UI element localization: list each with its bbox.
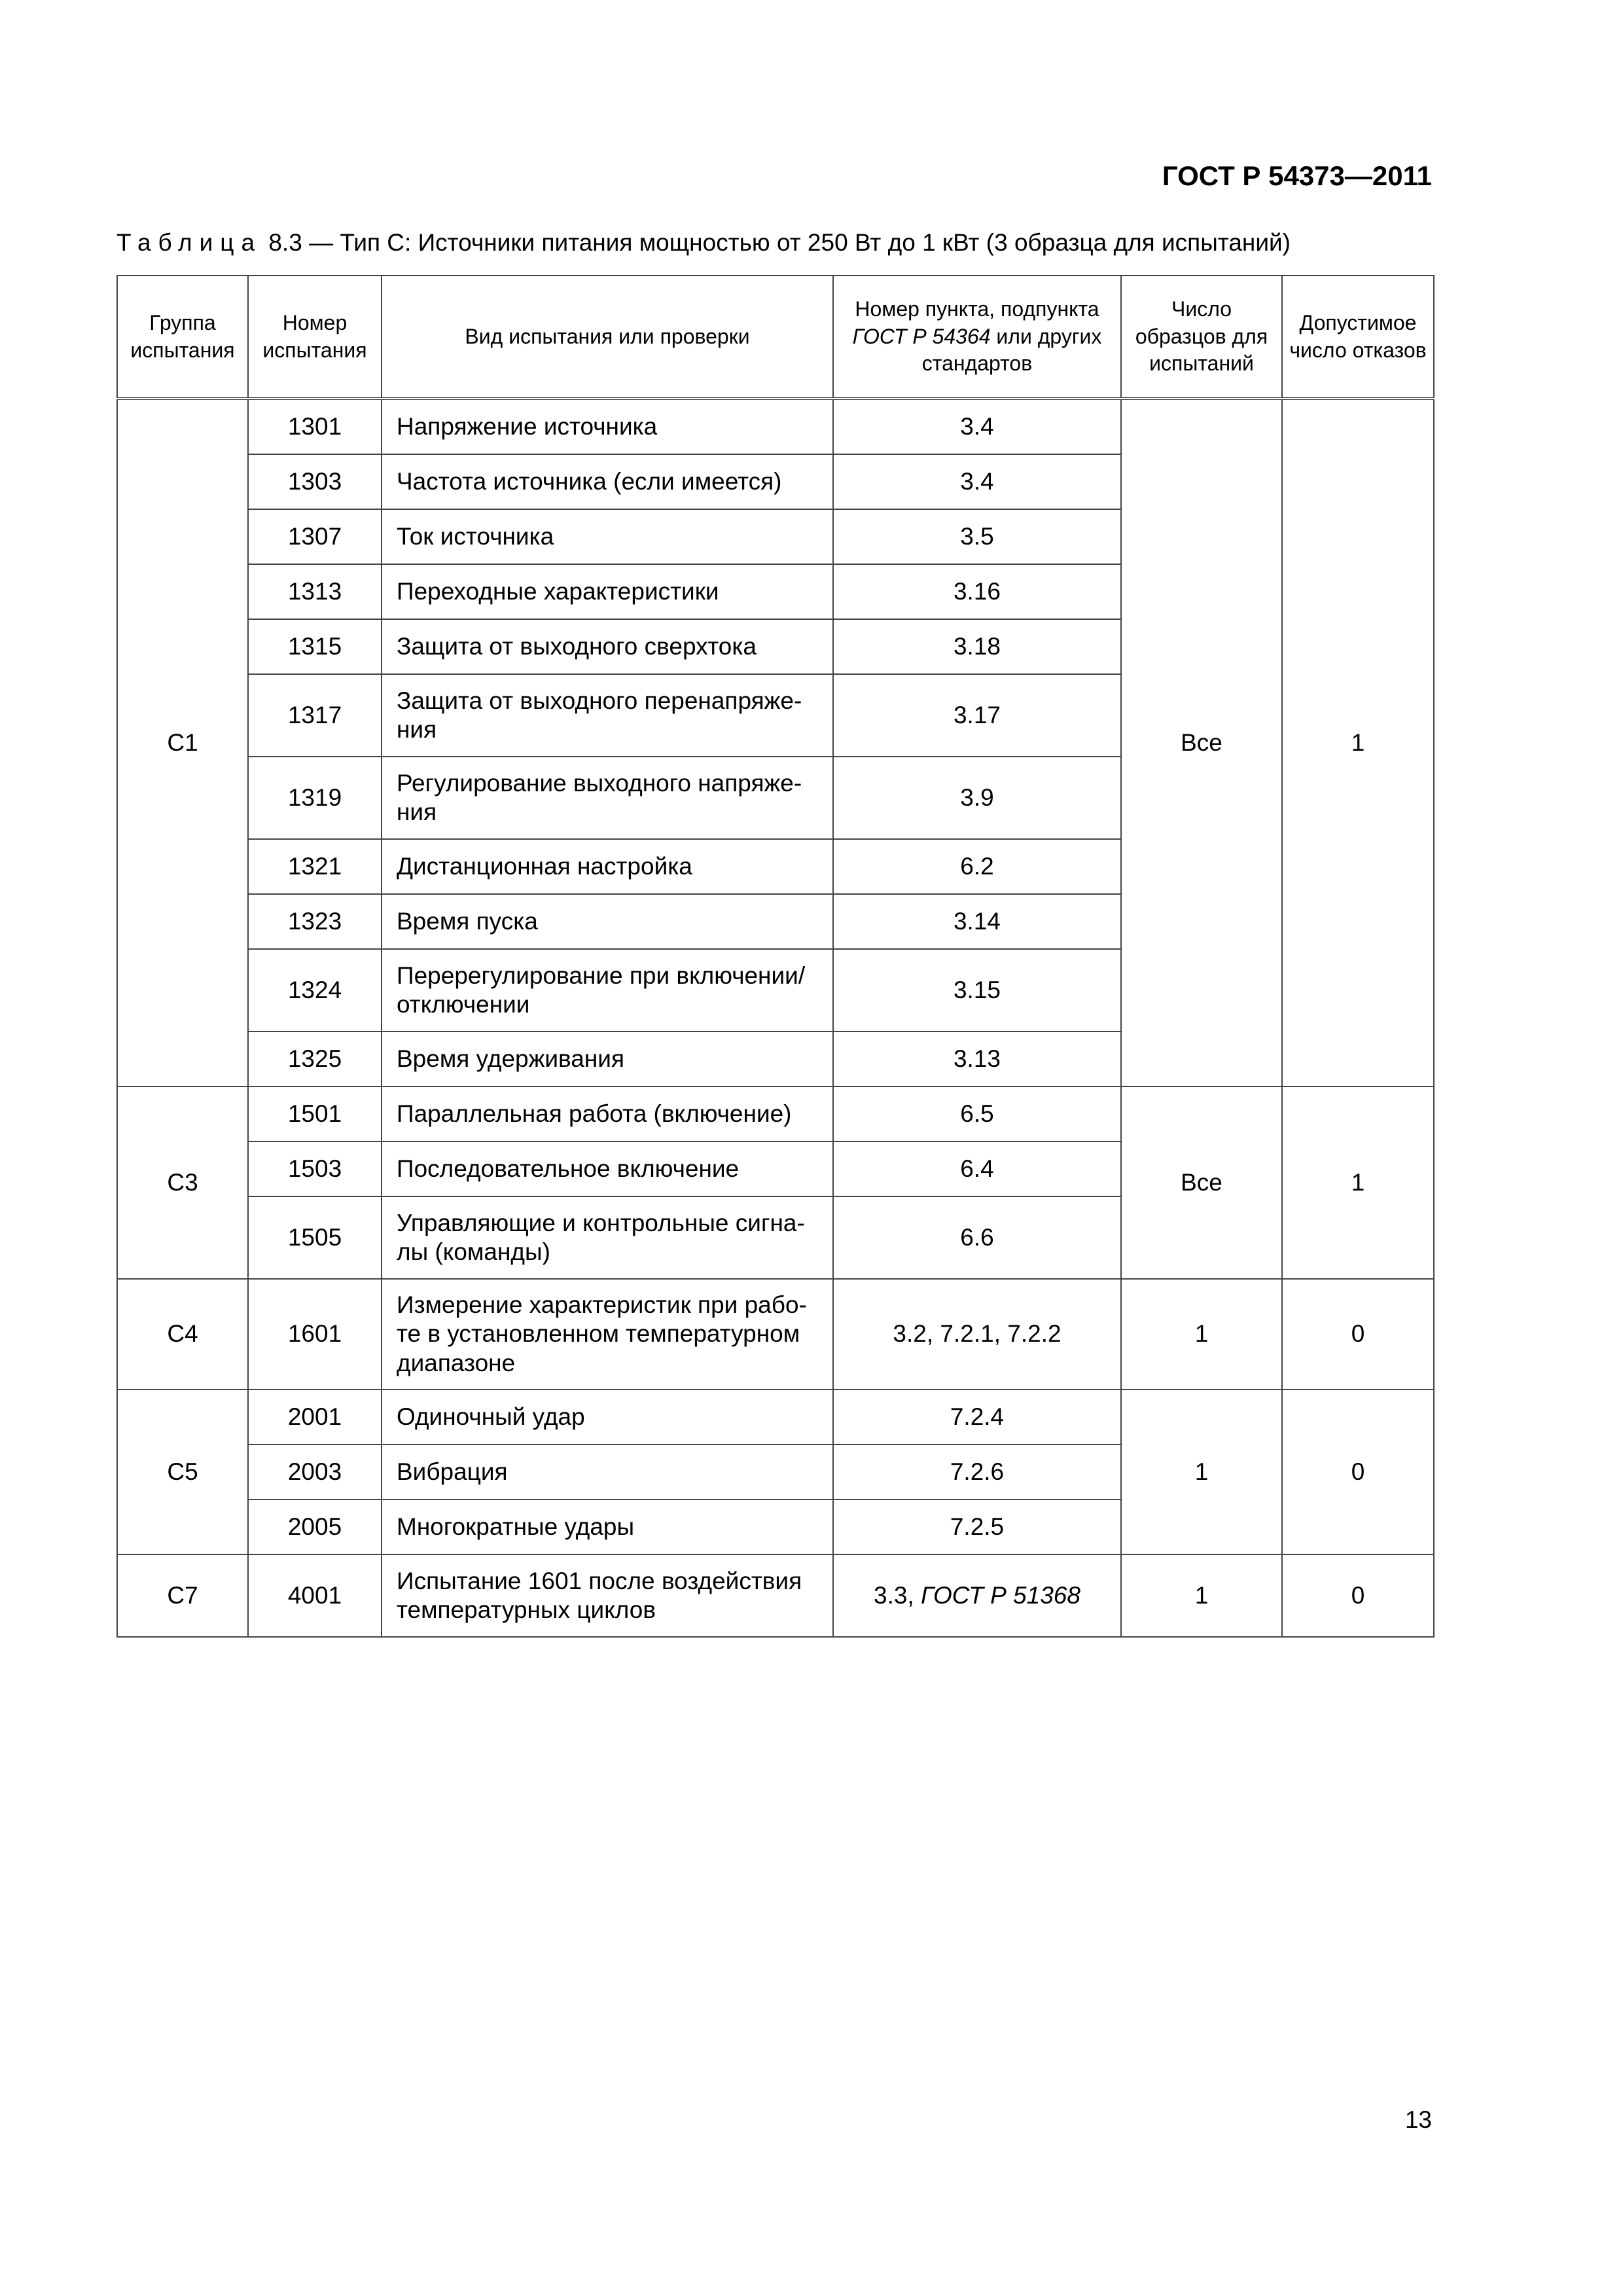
test-number: 1324 (248, 949, 382, 1031)
test-name: Последовательное включение (382, 1141, 833, 1196)
clause: 7.2.5 (833, 1499, 1121, 1554)
clause: 3.16 (833, 564, 1121, 619)
table-caption (116, 229, 1291, 257)
failures-cell: 1 (1282, 399, 1434, 1086)
test-number: 1323 (248, 894, 382, 949)
group-cell: С3 (117, 1086, 248, 1279)
test-name: Измерение характеристик при рабо-те в установленном температурном диапазоне (382, 1279, 833, 1390)
samples-cell: 1 (1121, 1554, 1282, 1637)
table-row (117, 1390, 1434, 1444)
test-number: 1315 (248, 619, 382, 674)
failures-cell: 0 (1282, 1279, 1434, 1390)
clause: 3.4 (833, 454, 1121, 509)
clause: 6.5 (833, 1086, 1121, 1141)
test-name: Многократные удары (382, 1499, 833, 1554)
clause (833, 1554, 1121, 1637)
samples-cell: 1 (1121, 1279, 1282, 1390)
clause: 3.15 (833, 949, 1121, 1031)
samples-cell: Все (1121, 399, 1282, 1086)
header-number: Номер испытания (248, 276, 382, 399)
test-name: Время пуска (382, 894, 833, 949)
clause-std: ГОСТ Р 51368 (921, 1581, 1080, 1609)
header-clause-std: ГОСТ Р 54364 (852, 324, 991, 348)
test-name: Одиночный удар (382, 1390, 833, 1444)
header-failures: Допустимое число отказов (1282, 276, 1434, 399)
caption-label: Таблица (116, 229, 262, 256)
document-code: ГОСТ Р 54373—2011 (1162, 160, 1432, 191)
failures-cell: 0 (1282, 1390, 1434, 1554)
clause: 6.6 (833, 1196, 1121, 1279)
test-number: 2001 (248, 1390, 382, 1444)
test-number: 1319 (248, 757, 382, 839)
test-number: 1307 (248, 509, 382, 564)
test-number: 1321 (248, 839, 382, 894)
test-name: Защита от выходного перенапряже-ния (382, 674, 833, 757)
clause: 3.4 (833, 399, 1121, 454)
table-row (117, 399, 1434, 454)
table-row (117, 1086, 1434, 1141)
header-group: Группа испытания (117, 276, 248, 399)
test-number: 1301 (248, 399, 382, 454)
table-header-row (117, 276, 1434, 399)
clause: 7.2.4 (833, 1390, 1121, 1444)
clause: 3.5 (833, 509, 1121, 564)
page-number: 13 (1404, 2106, 1432, 2133)
group-cell: С5 (117, 1390, 248, 1554)
test-number: 1601 (248, 1279, 382, 1390)
test-number: 1505 (248, 1196, 382, 1279)
test-name: Перерегулирование при включении/ отключении (382, 949, 833, 1031)
test-name: Напряжение источника (382, 399, 833, 454)
test-table (116, 275, 1435, 1638)
clause: 3.2, 7.2.1, 7.2.2 (833, 1279, 1121, 1390)
test-name: Защита от выходного сверхтока (382, 619, 833, 674)
test-name: Дистанционная настройка (382, 839, 833, 894)
samples-cell: Все (1121, 1086, 1282, 1279)
test-name: Управляющие и контрольные сигна-лы (команды) (382, 1196, 833, 1279)
clause: 6.4 (833, 1141, 1121, 1196)
test-number: 1501 (248, 1086, 382, 1141)
header-clause-post: или других стандартов (921, 324, 1102, 376)
group-cell: С7 (117, 1554, 248, 1637)
table-row (117, 1554, 1434, 1637)
failures-cell: 1 (1282, 1086, 1434, 1279)
clause: 3.13 (833, 1031, 1121, 1086)
test-name: Испытание 1601 после воздействия температурных циклов (382, 1554, 833, 1637)
samples-cell: 1 (1121, 1390, 1282, 1554)
group-cell: С4 (117, 1279, 248, 1390)
failures-cell: 0 (1282, 1554, 1434, 1637)
test-name: Время удерживания (382, 1031, 833, 1086)
clause: 7.2.6 (833, 1444, 1121, 1499)
clause: 6.2 (833, 839, 1121, 894)
header-samples: Число образцов для испытаний (1121, 276, 1282, 399)
group-cell: С1 (117, 399, 248, 1086)
test-number: 1313 (248, 564, 382, 619)
clause: 3.18 (833, 619, 1121, 674)
test-name: Частота источника (если имеется) (382, 454, 833, 509)
clause: 3.14 (833, 894, 1121, 949)
test-name: Переходные характеристики (382, 564, 833, 619)
test-name: Вибрация (382, 1444, 833, 1499)
caption-text: 8.3 — Тип С: Источники питания мощностью от 250 Вт до 1 кВт (3 образца для испытаний) (262, 229, 1291, 256)
test-number: 1303 (248, 454, 382, 509)
test-number: 2005 (248, 1499, 382, 1554)
test-number: 1317 (248, 674, 382, 757)
test-name: Ток источника (382, 509, 833, 564)
test-name: Параллельная работа (включение) (382, 1086, 833, 1141)
header-clause-pre: Номер пункта, подпункта (855, 297, 1099, 321)
clause: 3.9 (833, 757, 1121, 839)
test-number: 1503 (248, 1141, 382, 1196)
test-number: 2003 (248, 1444, 382, 1499)
clause: 3.17 (833, 674, 1121, 757)
header-clause (833, 276, 1121, 399)
header-test-type: Вид испытания или проверки (382, 276, 833, 399)
test-number: 1325 (248, 1031, 382, 1086)
clause-pre: 3.3, (874, 1581, 921, 1609)
test-number: 4001 (248, 1554, 382, 1637)
table-row (117, 1279, 1434, 1390)
test-name: Регулирование выходного напряже-ния (382, 757, 833, 839)
